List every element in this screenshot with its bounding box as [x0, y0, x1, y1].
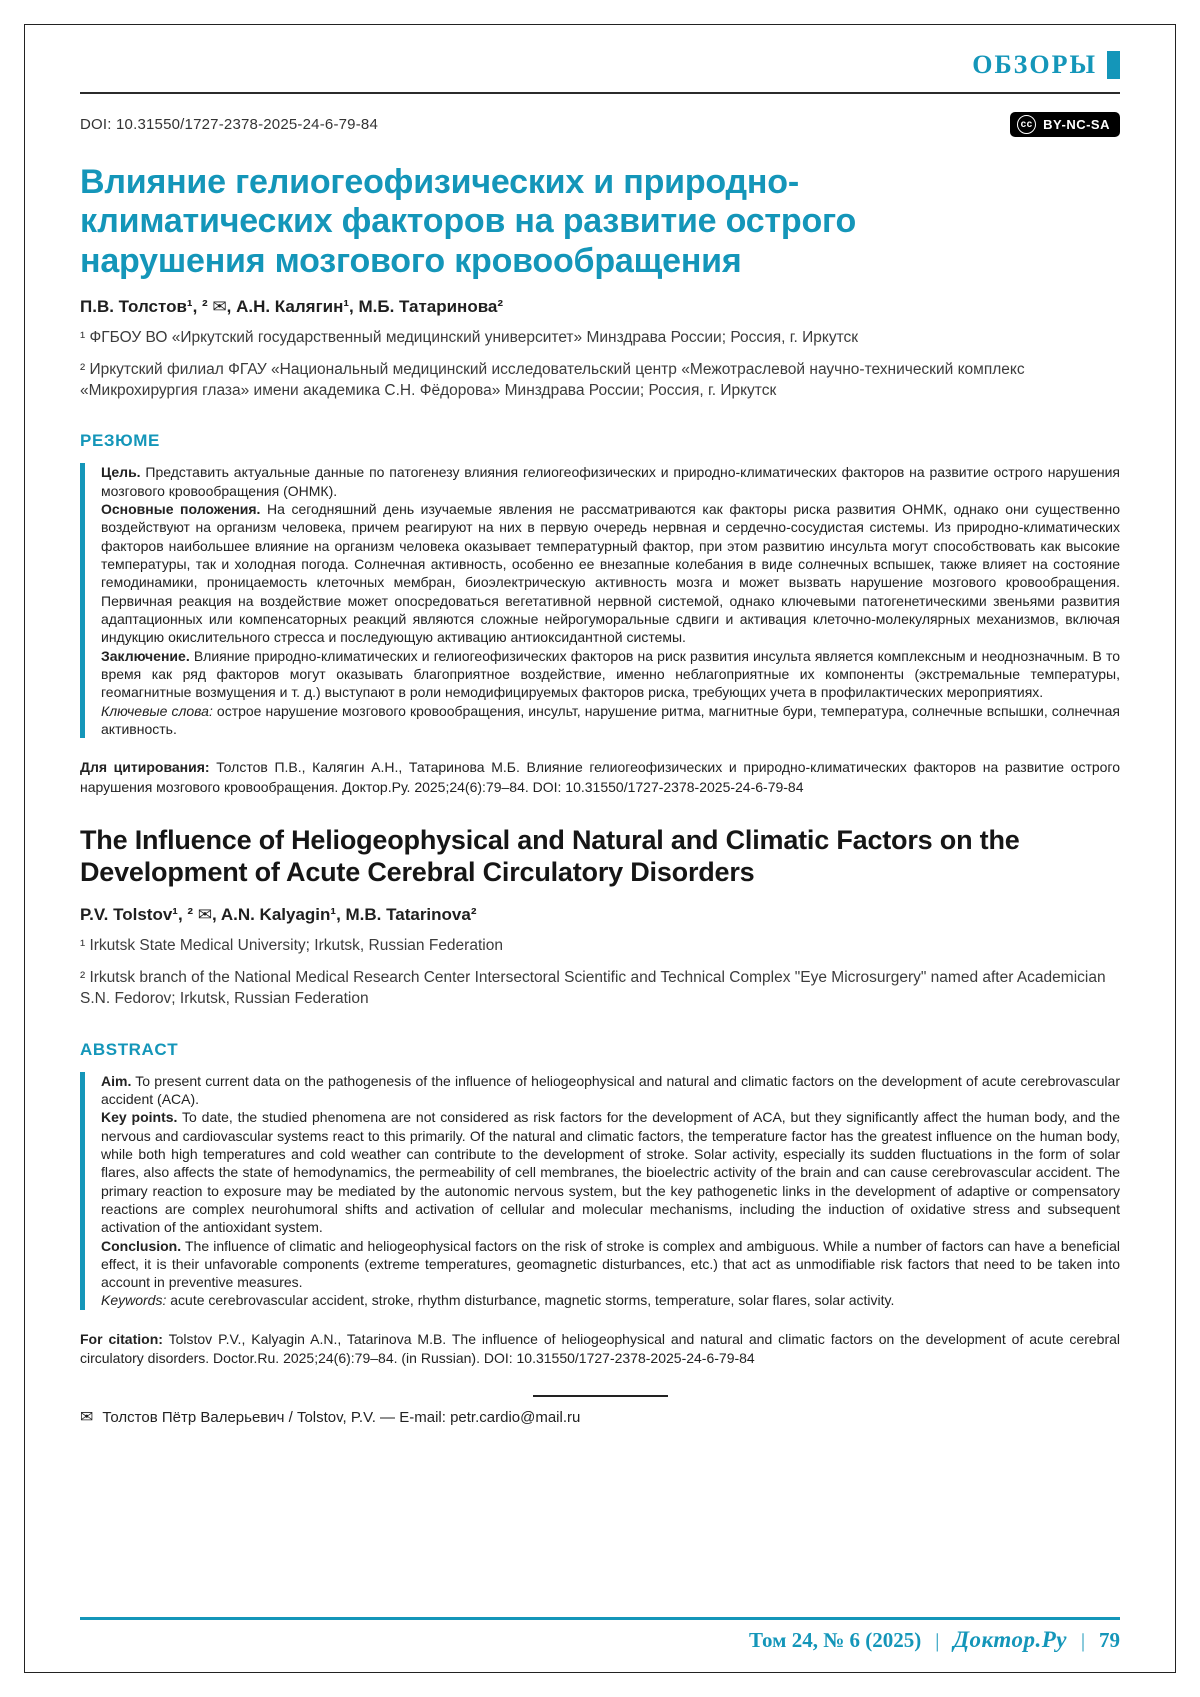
abstract-ru-conclusion-text: Влияние природно-климатических и гелиогеофизических факторов на риск развития инсульта является комплексным и неоднозначным. В то время как ряд факторов могут оказывать благоприятное воздействие, именно неблагоприятные их компоненты (экстремальные температуры, геомагнитные возмущения и т. д.) выступают в роли немодифицируемых факторов риска, требующих учета в профилактических мероприятиях.: [101, 647, 1120, 701]
citation-ru-label: Для цитирования:: [80, 759, 210, 776]
abstract-en-conclusion-text: The influence of climatic and heliogeophysical factors on the risk of stroke is complex and ambiguous. While a number of factors can have a beneficial effect, it is their unfavorable components (extreme temperatures, geomagnetic disturbances, etc.) that act as unmodifiable risk factors that need to be taken into account in preventive measures.: [101, 1237, 1120, 1291]
abstract-en-aim-label: Aim.: [101, 1072, 132, 1089]
doi-row: [80, 112, 1120, 137]
authors-ru: П.В. Толстов¹, ² ✉, А.Н. Калягин¹, М.Б. Татаринова²: [80, 297, 504, 317]
authors-en: P.V. Tolstov¹, ² ✉, A.N. Kalyagin¹, M.B. Tatarinova²: [80, 905, 477, 925]
journal-logo: Доктор.Ру: [953, 1627, 1067, 1652]
article-title-ru: Влияние гелиогеофизических и природно-климатических факторов на развитие острого нарушения мозгового кровообращения: [80, 163, 857, 280]
footer-separator-2: |: [1080, 1630, 1085, 1652]
doi-text: DOI: 10.31550/1727-2378-2025-24-6-79-84: [80, 116, 379, 133]
abstract-ru-aim-label: Цель.: [101, 464, 141, 481]
corresponding-author-line: [80, 1409, 1120, 1426]
journal-header: [80, 48, 1120, 82]
abstract-en-keypoints-label: Key points.: [101, 1109, 178, 1126]
footer-page-number: 79: [1099, 1628, 1120, 1652]
abstract-ru-conclusion: [101, 647, 1120, 702]
abstract-en-conclusion-label: Conclusion.: [101, 1237, 182, 1254]
abstract-en: [80, 1072, 1120, 1310]
abstract-en-aim: [101, 1072, 1120, 1109]
abstract-en-keypoints-text: To date, the studied phenomena are not considered as risk factors for the development of ACA, but they significantly affect the human body, and the nervous and cardiovascular systems react to this primarily. Of the natural and climatic factors, the temperature factor has the greatest influence on the human body, while both high temperatures and cold weather can contribute to the development of stroke. Solar activity, especially its sudden fluctuations in the form of solar flares, also affects the state of hemodynamics, the permeability of cell membranes, the bioelectric activity of the brain and can cause cerebrovascular accident. The primary reaction to exposure may be mediated by the autonomic nervous system, but the key pathogenetic links in the development of adaptive or compensatory reactions are complex neurohumoral shifts and activation of cellular and molecular mechanisms, including the induction of oxidative stress and subsequent activation of the antioxidant system.: [101, 1109, 1120, 1236]
footer-separator-1: |: [935, 1630, 940, 1652]
abstract-en-keypoints: [101, 1108, 1120, 1236]
abstract-ru-aim-text: Представить актуальные данные по патогенезу влияния гелиогеофизических и природно-климатических факторов на развитие острого нарушения мозгового кровообращения (ОНМК).: [101, 464, 1120, 499]
affiliation-en-1: ¹ Irkutsk State Medical University; Irkutsk, Russian Federation: [80, 937, 503, 955]
page-content: [80, 48, 1120, 1426]
article-title-en: The Influence of Heliogeophysical and Natural and Climatic Factors on the Development of Acute Cerebral Circulatory Disorders: [80, 824, 1020, 888]
abstract-ru: [80, 463, 1120, 738]
affiliation-en-2: ² Irkutsk branch of the National Medical Research Center Intersectoral Scientific and Technical Complex "Eye Microsurgery" named after Academician S.N. Fedorov; Irkutsk, Russian Federation: [80, 968, 1106, 1008]
corresponding-author-text: [102, 1409, 580, 1426]
citation-ru: [80, 758, 1120, 797]
cc-license-badge[interactable]: [1010, 112, 1120, 137]
abstract-en-aim-text: To present current data on the pathogenesis of the influence of heliogeophysical and natural and climatic factors on the development of acute cerebrovascular accident (ACA).: [101, 1072, 1120, 1107]
page-footer: [80, 1617, 1120, 1653]
abstract-heading: ABSTRACT: [80, 1039, 179, 1059]
citation-en-text: Tolstov P.V., Kalyagin A.N., Tatarinova M.B. The influence of heliogeophysical and natural and climatic factors on the development of acute cerebral circulatory disorders. Doctor.Ru. 2025;24(6):79–84. (in Russian). DOI: 10.31550/1727-2378-2025-24-6-79-84: [80, 1330, 1120, 1367]
contact-text: Толстов Пётр Валерьевич / Tolstov, P.V. — E-mail:: [102, 1409, 451, 1426]
contact-email-link[interactable]: petr.cardio@mail.ru: [450, 1409, 581, 1426]
abstract-ru-keypoints: [101, 500, 1120, 647]
footer-line: [80, 1627, 1120, 1653]
section-label: ОБЗОРЫ: [972, 50, 1097, 79]
citation-en: [80, 1330, 1120, 1369]
affiliation-ru-2: ² Иркутский филиал ФГАУ «Национальный медицинский исследовательский центр «Межотраслевой научно-технический комплекс «Микрохирургия глаза» имени академика С.Н. Фёдорова» Минздрава России; Россия, г. Иркутск: [80, 360, 1025, 400]
resume-heading: РЕЗЮМЕ: [80, 431, 160, 451]
contact-divider: [533, 1395, 668, 1397]
abstract-en-conclusion: [101, 1237, 1120, 1292]
footer-volume: Том 24, № 6 (2025): [748, 1628, 922, 1652]
license-label: BY-NC-SA: [1043, 117, 1110, 132]
abstract-ru-conclusion-label: Заключение.: [101, 647, 190, 664]
citation-en-label: For citation:: [80, 1330, 163, 1347]
envelope-icon: ✉: [80, 1408, 94, 1426]
keywords-ru-label: Ключевые слова:: [101, 702, 213, 719]
abstract-ru-keywords: [101, 702, 1120, 739]
footer-divider: [80, 1617, 1120, 1620]
cc-icon: cc: [1017, 115, 1036, 134]
citation-ru-text: Толстов П.В., Калягин А.Н., Татаринова М.Б. Влияние гелиогеофизических и природно-климатических факторов на развитие острого нарушения мозгового кровообращения. Доктор.Ру. 2025;24(6):79–84. DOI: 10.31550/1727-2378-2025-24-6-79-84: [80, 759, 1121, 795]
header-divider: [80, 92, 1120, 94]
abstract-en-keywords: [101, 1291, 1120, 1309]
keywords-en-text: acute cerebrovascular accident, stroke, rhythm disturbance, magnetic storms, temperature, solar flares, solar activity.: [166, 1292, 895, 1309]
keywords-en-label: Keywords:: [101, 1292, 167, 1309]
affiliation-ru-1: ¹ ФГБОУ ВО «Иркутский государственный медицинский университет» Минздрава России; Россия, г. Иркутск: [80, 329, 859, 347]
keywords-ru-text: острое нарушение мозгового кровообращения, инсульт, нарушение ритма, магнитные бури, температура, солнечные вспышки, солнечная активность.: [101, 702, 1120, 738]
abstract-ru-aim: [101, 463, 1120, 500]
abstract-ru-keypoints-text: На сегодняшний день изучаемые явления не рассматриваются как факторы риска развития ОНМК, однако они существенно воздействуют на организм человека, причем реагируют на них в первую очередь нервная и сердечно-сосудистая системы. Из природно-климатических факторов наибольшее влияние на организм человека оказывает температурный фактор, при этом развитию инсульта могут способствовать как высокие температуры, так и холодная погода. Солнечная активность, особенно ее внезапные колебания в виде солнечных вспышек, также влияет на состояние гемодинамики, проницаемость клеточных мембран, биоэлектрическую активность мозга и может вызвать нарушение мозгового кровообращения. Первичная реакция на воздействие может опосредоваться вегетативной нервной системой, однако ключевыми патогенетическими звеньями развития адаптационных или компенсаторных реакций являются сложные нейрогуморальные сдвиги и активация клеточно-молекулярных механизмов, включая индукцию окислительного стресса и последующую активацию антиоксидантной системы.: [101, 501, 1121, 646]
abstract-ru-keypoints-label: Основные положения.: [101, 501, 261, 518]
section-label-bar: [1107, 51, 1120, 79]
